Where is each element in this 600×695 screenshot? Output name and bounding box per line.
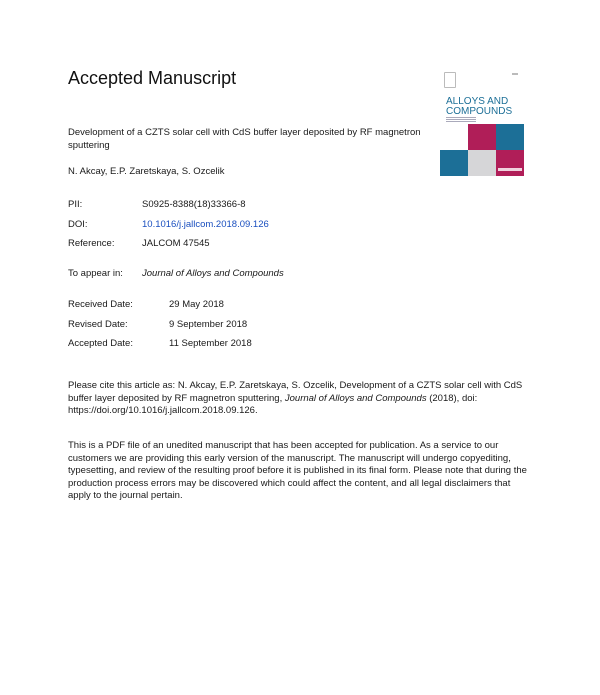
- reference-value: JALCOM 47545: [142, 238, 210, 249]
- cover-tile: [468, 124, 496, 150]
- accepted-value: 11 September 2018: [169, 338, 252, 349]
- revised-value: 9 September 2018: [169, 319, 248, 330]
- article-authors: N. Akcay, E.P. Zaretskaya, S. Ozcelik: [68, 166, 225, 177]
- cover-brand-mark: [498, 168, 522, 171]
- doi-link[interactable]: 10.1016/j.jallcom.2018.09.126: [142, 219, 269, 230]
- journal-name: Journal of Alloys and Compounds: [142, 268, 284, 279]
- cover-tile: [468, 150, 496, 176]
- revised-label: Revised Date:: [68, 319, 128, 330]
- accepted-label: Accepted Date:: [68, 338, 133, 349]
- citation-journal: Journal of Alloys and Compounds: [284, 392, 427, 404]
- reference-label: Reference:: [68, 238, 115, 249]
- citation-suffix: (2018), doi: https://doi.org/10.1016/j.jallcom.2018.09.126.: [68, 392, 478, 416]
- cover-volume-mark: [512, 73, 518, 75]
- received-value: 29 May 2018: [169, 299, 224, 310]
- page-title: Accepted Manuscript: [68, 68, 237, 88]
- received-label: Received Date:: [68, 299, 133, 310]
- cover-title-line2: COMPOUNDS: [446, 106, 513, 117]
- doi-label: DOI:: [68, 219, 88, 230]
- article-title: Development of a CZTS solar cell with CdS buffer layer deposited by RF magnetron sputtering: [68, 127, 421, 151]
- journal-cover-image: [440, 70, 526, 182]
- pii-value: S0925-8388(18)33366-8: [142, 199, 246, 210]
- publisher-logo-icon: [444, 72, 456, 88]
- notice-paragraph: This is a PDF file of an unedited manuscript that has been accepted for publication. As a service to our customers we are providing this early version of the manuscript. The manuscript will undergo copyediting, typesetting, and review of the resulting proof before it is published in its final form. Please note that during the production process errors may be discovered which could affect the content, and all legal disclaimers that apply to the journal pertain.: [68, 440, 527, 501]
- cover-tile: [440, 150, 468, 176]
- citation-prefix: Please cite this article as: N. Akcay, E.P. Zaretskaya, S. Ozcelik, Development of a CZTS solar cell with CdS buffer layer deposited by RF magnetron sputtering,: [68, 380, 523, 404]
- citation-paragraph: [68, 380, 528, 418]
- cover-tile: [496, 150, 524, 176]
- pii-label: PII:: [68, 199, 83, 210]
- cover-title-line1: ALLOYS AND: [446, 96, 509, 107]
- cover-tile: [496, 124, 524, 150]
- cover-subtitle-lines: [446, 117, 476, 123]
- appear-label: To appear in:: [68, 268, 123, 279]
- cover-tile: [440, 124, 468, 150]
